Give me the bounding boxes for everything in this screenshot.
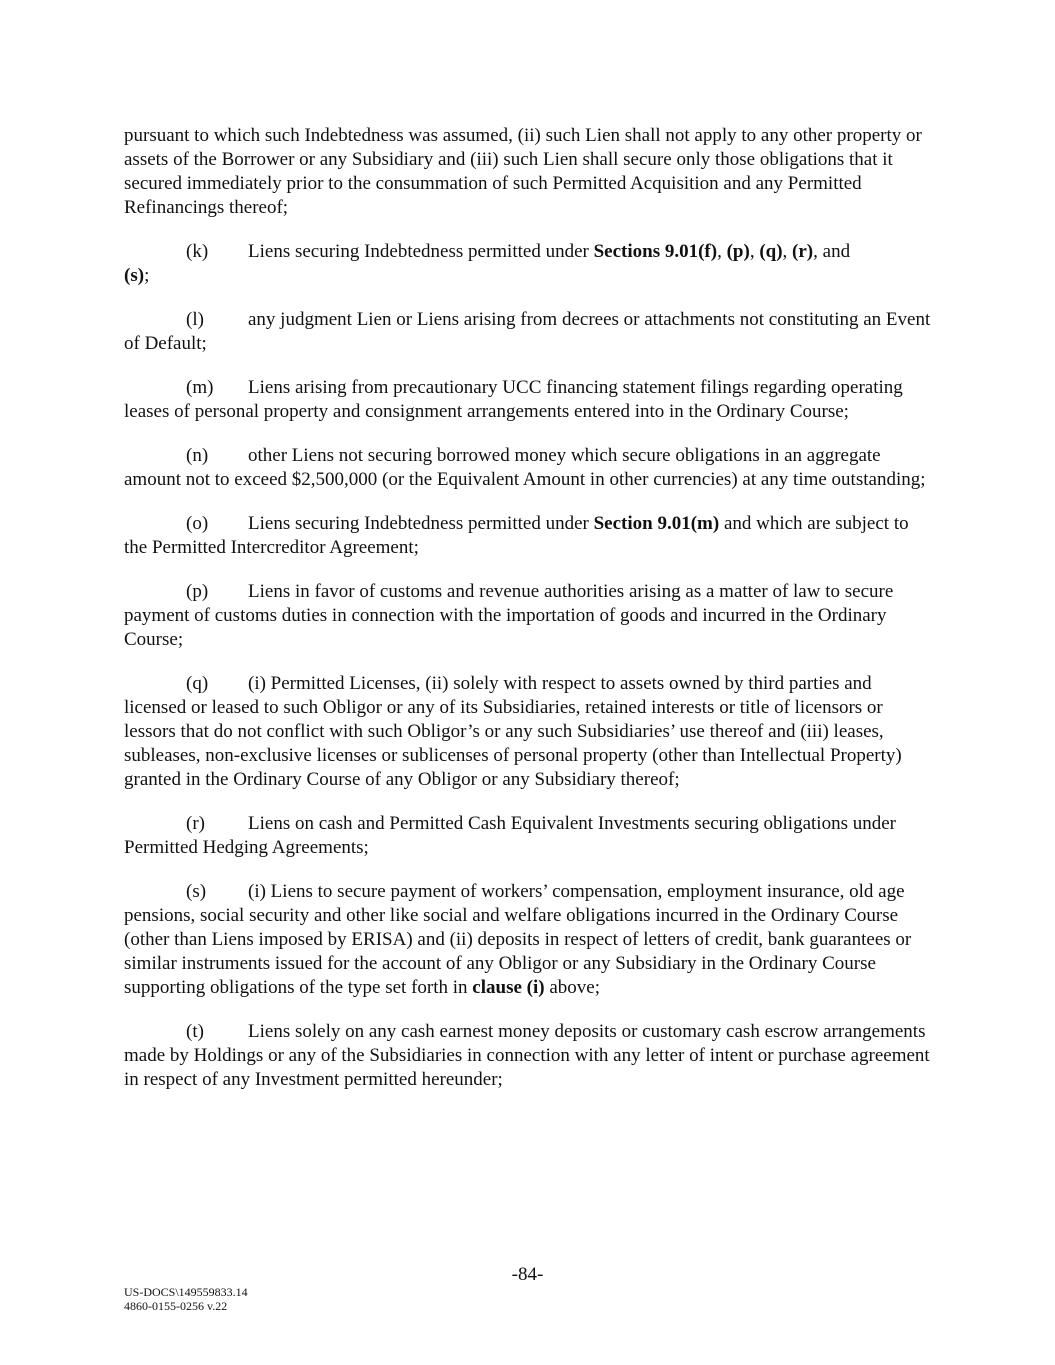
clause-n-text: other Liens not securing borrowed money which secure obligations in an aggregate amount not to exceed $2,500,000 (or the Equivalent Amount in other currencies) at any time outstanding; [124,445,926,490]
clause-q-label: (q) [186,673,209,694]
clause-p-label: (p) [186,581,209,602]
clause-m-text: Liens arising from precautionary UCC financing statement filings regarding operating leases of personal property and consignment arrangements entered into in the Ordinary Course; [124,377,903,422]
clause-k-text-1: Liens securing Indebtedness permitted under [248,241,594,262]
clause-q [124,672,934,792]
clause-t-label: (t) [186,1021,204,1042]
footer-doc-id: US-DOCS\149559833.14 [124,1285,248,1299]
clause-s-text-2: above; [544,977,600,998]
clause-l-label: (l) [186,309,204,330]
clause-k-ref-4: (r) [792,241,814,262]
clause-p-text: Liens in favor of customs and revenue authorities arising as a matter of law to secure payment of customs duties in connection with the importation of goods and incurred in the Ordinary Course; [124,581,894,650]
clause-n-label: (n) [186,445,209,466]
clause-o-text-1: Liens securing Indebtedness permitted under [248,513,594,534]
clause-m-label: (m) [186,377,214,398]
clause-l [124,308,934,356]
footer-version: 4860-0155-0256 v.22 [124,1299,228,1313]
clause-m [124,376,934,424]
clause-k-sep-3: , [782,241,793,262]
clause-k-ref-2: (p) [726,241,750,262]
clause-k-sep-1: , [717,241,727,262]
clause-t [124,1020,934,1092]
clause-s [124,880,934,1000]
clause-r-text: Liens on cash and Permitted Cash Equivalent Investments securing obligations under Permitted Hedging Agreements; [124,813,896,858]
clause-k-ref-3: (q) [759,241,783,262]
clause-l-text: any judgment Lien or Liens arising from decrees or attachments not constituting an Event of Default; [124,309,931,354]
clause-r-label: (r) [186,813,205,834]
clause-k-ref-1: Sections 9.01(f) [593,241,718,262]
clause-o [124,512,934,560]
clause-s-ref: clause (i) [472,977,545,998]
clause-k-sep-2: , [749,241,760,262]
clause-k-label: (k) [186,241,209,262]
clause-s-text-1: (i) Liens to secure payment of workers’ compensation, employment insurance, old age pensions, social security and other like social and welfare obligations incurred in the Ordinary Course (other than Liens imposed by ERISA) and (ii) deposits in respect of letters of credit, bank guarantees or similar instruments issued for the account of any Obligor or any Subsidiary in the Ordinary Course supporting obligations of the type set forth in [124,881,912,998]
clause-k [124,240,934,288]
clause-s-label: (s) [186,881,207,902]
clause-n [124,444,934,492]
document-body [124,124,934,1112]
clause-o-ref: Section 9.01(m) [593,513,720,534]
lead-paragraph: pursuant to which such Indebtedness was assumed, (ii) such Lien shall not apply to any other property or assets of the Borrower or any Subsidiary and (iii) such Lien shall secure only those obligations that it secured immediately prior to the consummation of such Permitted Acquisition and any Permitted Refinancings thereof; [124,125,922,218]
clause-q-text: (i) Permitted Licenses, (ii) solely with respect to assets owned by third parties and licensed or leased to such Obligor or any of its Subsidiaries, retained interests or title of licensors or lessors that do not conflict with such Obligor’s or any such Subsidiaries’ use thereof and (iii) leases, subleases, non-exclusive licenses or sublicenses of personal property (other than Intellectual Property) granted in the Ordinary Course of any Obligor or any Subsidiary thereof; [124,673,902,790]
clause-t-text: Liens solely on any cash earnest money deposits or customary cash escrow arrangements made by Holdings or any of the Subsidiaries in connection with any letter of intent or purchase agreement in respect of any Investment permitted hereunder; [124,1021,930,1090]
clause-r [124,812,934,860]
page-number: -84- [511,1264,544,1285]
document-footer [124,1285,248,1313]
clause-p [124,580,934,652]
clause-k-ref-5: (s) [124,265,145,286]
clause-o-text-2: and which are subject to the Permitted Intercreditor Agreement; [124,513,909,558]
clause-k-end: ; [144,265,150,286]
clause-k-sep-4: , and [813,241,851,262]
clause-o-label: (o) [186,513,209,534]
